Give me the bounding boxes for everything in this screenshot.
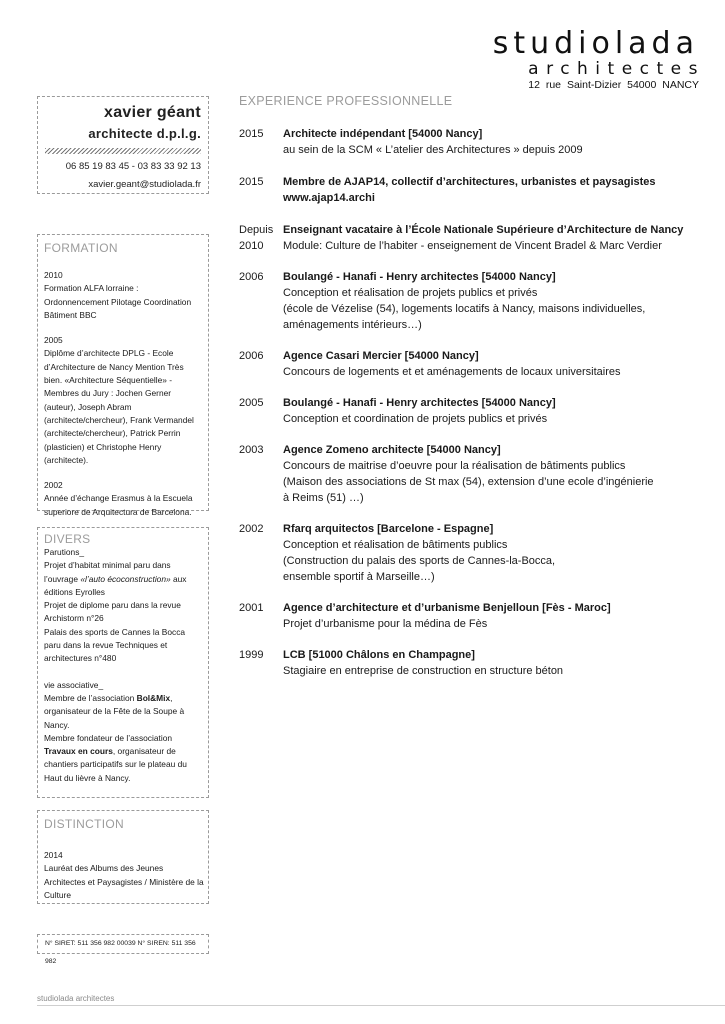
formation-entry — [44, 269, 204, 322]
footer-text: studiolada architectes — [37, 994, 115, 1003]
association-name: Travaux en cours — [44, 746, 113, 757]
parution-item — [44, 559, 204, 599]
association-label: vie associative_ — [44, 679, 104, 690]
distinction-title: DISTINCTION — [44, 817, 124, 831]
experience-item — [239, 647, 709, 679]
formation-box — [37, 234, 209, 517]
experience-year: 2002 — [239, 523, 264, 535]
experience-line: Projet d’urbanisme pour la médina de Fès — [283, 618, 488, 630]
experience-line: (école de Vézelise (54), logements locatifs à Nancy, maisons individuelles, — [283, 303, 646, 315]
experience-year: 2005 — [239, 397, 264, 409]
experience-heading: Agence d’architecture et d’urbanisme Benjelloun [Fès - Maroc] — [283, 602, 611, 614]
experience-line: ensemble sportif à Marseille…) — [283, 571, 435, 583]
formation-text: Formation ALFA lorraine : Ordonnencement Pilotage Coordination Bâtiment BBC — [44, 283, 192, 320]
formation-year: 2010 — [44, 270, 63, 280]
logo-subtitle: architectes — [528, 59, 705, 79]
parution-item: Palais des sports de Cannes la Bocca paru dans la revue Techniques et architectures n°480 — [44, 626, 186, 664]
association-text: Membre de l’association — [44, 692, 137, 703]
association-item — [44, 732, 204, 785]
experience-line: Concours de logements et et aménagements de locaux universitaires — [283, 366, 621, 378]
experience-title: EXPERIENCE PROFESSIONNELLE — [239, 94, 453, 108]
logo-name: studiolada — [492, 26, 699, 61]
experience-line: (Construction du palais des sports de Cannes-la-Bocca, — [283, 555, 556, 567]
association-text: , organisateur de chantiers participatifs sur le plateau du Haut du lièvre à Nancy. — [44, 746, 187, 783]
parution-item: Projet de diplome paru dans la revue Archistorm n°26 — [44, 600, 181, 624]
formation-entry — [44, 479, 204, 519]
experience-year: 2006 — [239, 271, 264, 283]
siret-box: N° SIRET: 511 356 982 00039 N° SIREN: 511 356 982 — [37, 934, 209, 954]
experience-item — [239, 521, 709, 585]
studio-logo — [492, 26, 705, 92]
experience-line: (Maison des associations de St max (54), extension d’une ecole d’ingénierie — [283, 476, 654, 488]
formation-year: 2002 — [44, 480, 63, 491]
association-name: Bol&Mix — [136, 692, 171, 703]
association-item — [44, 692, 204, 732]
parution-text: aux éditions Eyrolles — [44, 573, 187, 597]
association-text: , organisateur de la Fête de la Soupe à Nancy. — [44, 692, 185, 730]
experience-line: Conception et réalisation de bâtiments publics — [283, 539, 508, 551]
footer-divider — [37, 1005, 725, 1006]
identity-box — [37, 96, 209, 194]
parution-text: Projet d’habitat minimal paru dans l’ouvrage — [44, 560, 171, 584]
experience-year: 2001 — [239, 602, 264, 614]
formation-year: 2005 — [44, 335, 63, 346]
experience-year: 2015 — [239, 176, 264, 188]
experience-heading: Boulangé - Hanafi - Henry architectes [54000 Nancy] — [283, 397, 556, 409]
formation-text: Année d’échange Erasmus à la Escuela superiore de Arquitectura de Barcelona. — [44, 493, 193, 517]
person-title: architecte d.p.l.g. — [88, 126, 201, 141]
experience-heading: Agence Casari Mercier [54000 Nancy] — [283, 350, 479, 362]
formation-text: Diplôme d’architecte DPLG - Ecole d’Architecture de Nancy Mention Très bien. «Architecture Séquentielle» - Membres du Jury : Jochen Gerner (auteur), Joseph Abram (architecte/chercheur), Frank Vermandel (architecte/chercheur), Patrick Perrin (plasticien) et Christophe Henry (architecte). — [44, 348, 194, 465]
phone-numbers: 06 85 19 83 45 - 03 83 33 92 13 — [65, 161, 201, 172]
hatch-divider — [45, 148, 201, 154]
experience-line: au sein de la SCM « L’atelier des Architectures » depuis 2009 — [283, 144, 583, 156]
logo-address: 12 rue Saint-Dizier 54000 NANCY — [528, 79, 699, 91]
experience-heading: Enseignant vacataire à l’École Nationale Supérieure d’Architecture de Nancy — [283, 224, 684, 236]
parution-book-title: «l’auto écoconstruction» — [80, 573, 171, 584]
distinction-year: 2014 — [44, 850, 63, 860]
experience-line: Module: Culture de l’habiter - enseignement de Vincent Bradel & Marc Verdier — [283, 240, 662, 252]
experience-line: à Reims (51) …) — [283, 492, 364, 504]
experience-heading: Rfarq arquitectos [Barcelone - Espagne] — [283, 523, 494, 535]
association-text: Membre fondateur de l’association — [44, 732, 173, 743]
divers-title: DIVERS — [44, 532, 91, 546]
experience-list — [239, 126, 709, 679]
experience-heading: Architecte indépendant [54000 Nancy] — [283, 128, 483, 140]
divers-box — [37, 527, 209, 798]
experience-year: 2003 — [239, 444, 264, 456]
email-address: xavier.geant@studiolada.fr — [88, 179, 201, 190]
formation-entry — [44, 334, 204, 467]
formation-title: FORMATION — [44, 241, 118, 255]
experience-item — [239, 174, 709, 206]
experience-item — [239, 126, 709, 158]
experience-heading: LCB [51000 Châlons en Champagne] — [283, 649, 475, 661]
experience-item — [239, 395, 709, 427]
experience-line: Conception et coordination de projets publics et privés — [283, 413, 548, 425]
experience-line: Stagiaire en entreprise de construction en structure béton — [283, 665, 564, 677]
experience-year: 2006 — [239, 350, 264, 362]
experience-line: Conception et réalisation de projets publics et privés — [283, 287, 538, 299]
experience-item — [239, 269, 709, 333]
experience-item — [239, 600, 709, 632]
experience-heading: Agence Zomeno architecte [54000 Nancy] — [283, 444, 501, 456]
experience-year: 2015 — [239, 128, 264, 140]
distinction-text: Lauréat des Albums des Jeunes Architectes et Paysagistes / Ministère de la Culture — [44, 863, 204, 900]
parutions-label: Parutions_ — [44, 547, 85, 557]
experience-item — [239, 222, 709, 254]
experience-item — [239, 348, 709, 380]
experience-item — [239, 442, 709, 506]
experience-line: aménagements intérieurs…) — [283, 319, 422, 331]
experience-line: Concours de maitrise d’oeuvre pour la réalisation de bâtiments publics — [283, 460, 626, 472]
experience-year: Depuis 2010 — [239, 224, 274, 252]
experience-heading: Boulangé - Hanafi - Henry architectes [54000 Nancy] — [283, 271, 556, 283]
person-name: xavier géant — [104, 104, 201, 121]
experience-heading: Membre de AJAP14, collectif d’architectures, urbanistes et paysagistes — [283, 176, 656, 188]
experience-year: 1999 — [239, 649, 264, 661]
experience-website: www.ajap14.archi — [283, 192, 375, 204]
distinction-box — [37, 810, 209, 904]
